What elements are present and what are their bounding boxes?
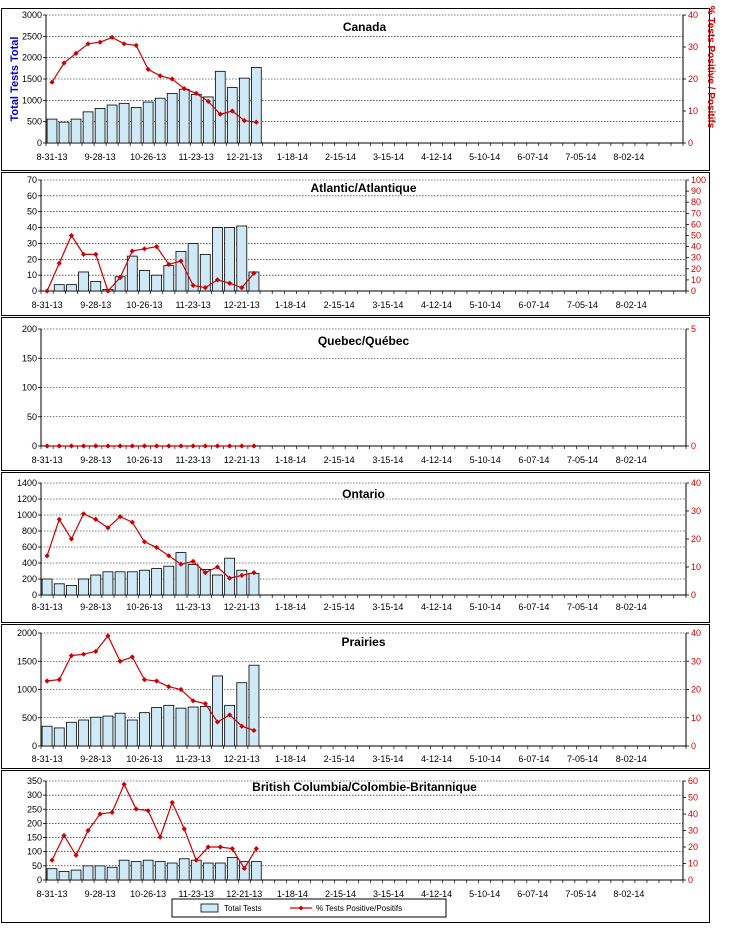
y-tick-label: 100 xyxy=(21,382,37,393)
bar xyxy=(176,251,186,291)
bar xyxy=(251,67,261,143)
y-tick-label: 200 xyxy=(21,324,37,334)
y2-tick-label: 40 xyxy=(691,241,702,252)
bar xyxy=(103,572,113,595)
x-tick-label: 8-31-13 xyxy=(36,889,68,899)
x-tick-label: 4-12-14 xyxy=(421,455,453,465)
y2-tick-label: 60 xyxy=(691,219,702,230)
x-tick-label: 11-23-13 xyxy=(178,889,214,899)
y2-axis-label: % Tests Positive / Positifs xyxy=(705,5,716,129)
x-tick-label: 10-26-13 xyxy=(126,455,163,465)
x-tick-label: 3-15-14 xyxy=(372,455,404,465)
x-tick-label: 11-23-13 xyxy=(175,602,211,612)
bar xyxy=(203,863,213,880)
x-tick-label: 8-02-14 xyxy=(615,455,647,465)
bar xyxy=(47,869,57,880)
bar xyxy=(176,553,186,595)
y2-tick-label: 40 xyxy=(688,10,699,20)
bar xyxy=(54,728,64,746)
x-tick-label: 9-28-13 xyxy=(80,455,112,465)
y2-tick-label: 0 xyxy=(691,741,697,751)
y-tick-label: 0 xyxy=(31,441,37,451)
chart-title: Ontario xyxy=(342,487,385,501)
y-tick-label: 1200 xyxy=(16,494,37,504)
bar xyxy=(103,716,113,746)
x-tick-label: 7-05-14 xyxy=(567,300,599,310)
bar xyxy=(155,862,165,880)
bar xyxy=(83,112,93,143)
y2-tick-label: 10 xyxy=(688,858,699,869)
bar xyxy=(249,573,259,595)
bar xyxy=(251,862,261,880)
bar xyxy=(176,708,186,746)
x-tick-label: 1-18-14 xyxy=(276,152,308,162)
x-tick-label: 1-18-14 xyxy=(274,300,306,310)
bar xyxy=(127,256,137,291)
bar xyxy=(164,705,174,746)
y2-tick-label: 30 xyxy=(691,506,702,516)
bar xyxy=(115,713,125,746)
legend-bar-swatch xyxy=(201,904,218,912)
x-tick-label: 7-05-14 xyxy=(567,602,599,612)
y-tick-label: 200 xyxy=(21,574,37,584)
x-tick-label: 2-15-14 xyxy=(323,602,355,612)
bar xyxy=(91,575,101,595)
chart-title: Prairies xyxy=(341,635,386,649)
x-tick-label: 8-31-13 xyxy=(31,602,63,612)
bar xyxy=(127,720,137,746)
x-tick-label: 7-05-14 xyxy=(565,889,597,899)
y-tick-label: 200 xyxy=(26,818,42,829)
chart-title: Atlantic/Atlantique xyxy=(310,181,417,195)
x-tick-label: 10-26-13 xyxy=(126,602,163,612)
bar xyxy=(139,570,149,595)
y2-tick-label: 0 xyxy=(688,138,694,148)
bar xyxy=(237,683,247,746)
bar xyxy=(127,572,137,595)
bar xyxy=(212,575,222,595)
y2-tick-label: 90 xyxy=(691,186,702,197)
bar xyxy=(66,285,76,291)
bar xyxy=(239,78,249,143)
y-tick-label: 150 xyxy=(26,832,42,843)
bar xyxy=(212,676,222,746)
y-tick-label: 500 xyxy=(21,712,37,723)
x-tick-label: 10-26-13 xyxy=(130,889,167,899)
bar xyxy=(227,857,237,880)
y2-tick-label: 10 xyxy=(691,274,702,285)
bar xyxy=(59,122,69,143)
y2-tick-label: 0 xyxy=(691,590,697,600)
x-tick-label: 1-18-14 xyxy=(274,602,306,612)
bar xyxy=(143,102,153,143)
x-tick-label: 2-15-14 xyxy=(324,889,356,899)
x-tick-label: 9-28-13 xyxy=(80,300,112,310)
x-tick-label: 2-15-14 xyxy=(324,152,356,162)
bar xyxy=(107,867,117,880)
y-tick-label: 0 xyxy=(36,138,42,148)
bar xyxy=(191,94,201,143)
x-tick-label: 6-07-14 xyxy=(518,602,550,612)
y-tick-label: 1000 xyxy=(21,95,42,106)
x-tick-label: 8-31-13 xyxy=(31,455,63,465)
bar xyxy=(119,860,129,880)
x-tick-label: 5-10-14 xyxy=(469,754,501,764)
y-tick-label: 400 xyxy=(21,558,37,568)
bar xyxy=(179,859,189,880)
chart-panel-5 xyxy=(2,625,710,769)
bar xyxy=(167,863,177,880)
bar xyxy=(164,266,174,291)
x-tick-label: 6-07-14 xyxy=(518,455,550,465)
x-tick-label: 9-28-13 xyxy=(84,889,116,899)
bar xyxy=(131,862,141,880)
x-tick-label: 8-02-14 xyxy=(613,889,645,899)
x-tick-label: 10-26-13 xyxy=(126,300,163,310)
y2-tick-label: 20 xyxy=(691,684,702,695)
bar xyxy=(79,579,89,595)
y-tick-label: 250 xyxy=(26,804,42,815)
y-tick-label: 2000 xyxy=(21,52,42,63)
y-tick-label: 50 xyxy=(26,411,37,422)
bar xyxy=(95,866,105,880)
x-tick-label: 8-31-13 xyxy=(31,754,63,764)
bar xyxy=(249,665,259,746)
bar xyxy=(42,726,52,746)
y2-tick-label: 10 xyxy=(691,562,702,572)
y-tick-label: 150 xyxy=(21,353,37,364)
bar xyxy=(131,108,141,143)
x-tick-label: 12-21-13 xyxy=(223,602,260,612)
y2-tick-label: 30 xyxy=(691,656,702,667)
bar xyxy=(215,71,225,143)
x-tick-label: 2-15-14 xyxy=(323,455,355,465)
y-tick-label: 1500 xyxy=(16,656,37,667)
bar xyxy=(188,565,198,595)
y2-tick-label: 40 xyxy=(691,478,702,488)
y-tick-label: 50 xyxy=(31,860,42,871)
bar xyxy=(107,105,117,143)
y-tick-label: 2500 xyxy=(21,31,42,42)
x-tick-label: 9-28-13 xyxy=(80,754,112,764)
bar xyxy=(95,108,105,143)
bar xyxy=(139,713,149,746)
bar xyxy=(47,119,57,143)
x-tick-label: 12-21-13 xyxy=(223,300,260,310)
y2-tick-label: 50 xyxy=(691,230,702,241)
y-tick-label: 300 xyxy=(26,790,42,801)
x-tick-label: 1-18-14 xyxy=(274,455,306,465)
bar xyxy=(54,584,64,595)
x-tick-label: 12-21-13 xyxy=(223,754,260,764)
x-tick-label: 11-23-13 xyxy=(175,455,211,465)
y-tick-label: 0 xyxy=(31,286,37,296)
y2-tick-label: 20 xyxy=(691,534,702,544)
bar xyxy=(119,103,129,143)
y-tick-label: 40 xyxy=(26,222,37,233)
y2-tick-label: 0 xyxy=(688,875,694,885)
chart-title: Quebec/Québec xyxy=(317,334,410,348)
bar xyxy=(188,707,198,746)
y2-tick-label: 30 xyxy=(688,42,699,52)
y2-tick-label: 30 xyxy=(688,825,699,836)
x-tick-label: 1-18-14 xyxy=(276,889,308,899)
bar xyxy=(115,572,125,595)
x-tick-label: 5-10-14 xyxy=(469,300,501,310)
bar xyxy=(152,275,162,291)
x-tick-label: 7-05-14 xyxy=(565,152,597,162)
bar xyxy=(66,585,76,595)
x-tick-label: 4-12-14 xyxy=(421,152,453,162)
bar xyxy=(167,94,177,143)
y2-tick-label: 20 xyxy=(691,263,702,274)
bar xyxy=(152,708,162,746)
bar xyxy=(59,872,69,880)
y2-tick-label: 50 xyxy=(688,792,699,803)
chart-panel-2 xyxy=(2,173,710,316)
y-tick-label: 0 xyxy=(31,741,37,751)
y-tick-label: 0 xyxy=(31,590,37,600)
chart-panel-4 xyxy=(2,473,710,623)
bar xyxy=(54,285,64,291)
x-tick-label: 6-07-14 xyxy=(517,152,549,162)
x-tick-label: 5-10-14 xyxy=(469,602,501,612)
bar xyxy=(143,860,153,880)
x-tick-label: 4-12-14 xyxy=(421,754,453,764)
y2-tick-label: 40 xyxy=(688,809,699,819)
y-tick-label: 70 xyxy=(26,175,37,185)
bar xyxy=(152,569,162,595)
y-tick-label: 30 xyxy=(26,238,37,249)
x-tick-label: 3-15-14 xyxy=(373,889,405,899)
chart-panel-1 xyxy=(2,6,717,171)
x-tick-label: 1-18-14 xyxy=(274,754,306,764)
y-tick-label: 2000 xyxy=(16,628,37,638)
x-tick-label: 7-05-14 xyxy=(567,754,599,764)
bar xyxy=(139,270,149,291)
bar xyxy=(215,863,225,880)
bar xyxy=(91,717,101,746)
x-tick-label: 3-15-14 xyxy=(372,754,404,764)
bar xyxy=(191,860,201,880)
x-tick-label: 8-02-14 xyxy=(615,602,647,612)
y-tick-label: 100 xyxy=(26,846,42,857)
y2-tick-label: 20 xyxy=(688,74,699,84)
y2-tick-label: 0 xyxy=(691,441,697,451)
x-tick-label: 12-21-13 xyxy=(223,455,260,465)
y2-tick-label: 10 xyxy=(688,106,699,116)
bar xyxy=(79,720,89,746)
y-tick-label: 600 xyxy=(21,542,37,552)
y2-tick-label: 10 xyxy=(691,712,702,723)
y-tick-label: 500 xyxy=(26,116,42,127)
x-tick-label: 10-26-13 xyxy=(130,152,167,162)
x-tick-label: 3-15-14 xyxy=(372,602,404,612)
x-tick-label: 11-23-13 xyxy=(175,754,211,764)
bar xyxy=(91,281,101,291)
x-tick-label: 12-21-13 xyxy=(226,889,263,899)
bar xyxy=(71,119,81,143)
bar xyxy=(66,722,76,746)
x-tick-label: 10-26-13 xyxy=(126,754,163,764)
x-tick-label: 9-28-13 xyxy=(84,152,116,162)
bar xyxy=(155,98,165,143)
y2-tick-label: 5 xyxy=(691,324,697,334)
x-tick-label: 6-07-14 xyxy=(518,754,550,764)
bar xyxy=(71,870,81,880)
x-tick-label: 8-02-14 xyxy=(615,754,647,764)
x-tick-label: 8-31-13 xyxy=(31,300,63,310)
x-tick-label: 9-28-13 xyxy=(80,602,112,612)
y-tick-label: 1500 xyxy=(21,74,42,84)
y2-tick-label: 70 xyxy=(691,208,702,219)
y-tick-label: 20 xyxy=(26,254,37,265)
chart-panel-3 xyxy=(2,318,710,471)
x-tick-label: 8-02-14 xyxy=(613,152,645,162)
x-tick-label: 3-15-14 xyxy=(372,300,404,310)
y-tick-label: 350 xyxy=(26,776,42,786)
x-tick-label: 4-12-14 xyxy=(421,300,453,310)
x-tick-label: 12-21-13 xyxy=(226,152,263,162)
y2-tick-label: 80 xyxy=(691,197,702,208)
bar xyxy=(79,272,89,291)
y2-tick-label: 0 xyxy=(691,286,697,296)
bar xyxy=(164,566,174,595)
x-tick-label: 4-12-14 xyxy=(421,602,453,612)
y-tick-label: 800 xyxy=(21,526,37,536)
y-tick-label: 1000 xyxy=(16,684,37,695)
bar xyxy=(227,88,237,143)
x-tick-label: 11-23-13 xyxy=(175,300,211,310)
bar xyxy=(237,226,247,291)
y-tick-label: 10 xyxy=(26,270,37,281)
y2-tick-label: 40 xyxy=(691,628,702,638)
y2-tick-label: 60 xyxy=(688,776,699,786)
y-tick-label: 1400 xyxy=(16,478,37,488)
x-tick-label: 5-10-14 xyxy=(469,455,501,465)
legend-line-label: % Tests Positive/Positifs xyxy=(316,904,403,913)
y-tick-label: 0 xyxy=(36,875,42,885)
y-tick-label: 3000 xyxy=(21,10,42,20)
x-tick-label: 6-07-14 xyxy=(518,300,550,310)
legend-bar-label: Total Tests xyxy=(224,904,262,913)
bar xyxy=(42,579,52,595)
y-tick-label: 60 xyxy=(26,190,37,201)
y2-tick-label: 20 xyxy=(688,842,699,852)
x-tick-label: 2-15-14 xyxy=(323,754,355,764)
bar xyxy=(179,89,189,143)
y2-tick-label: 100 xyxy=(691,175,707,185)
x-tick-label: 7-05-14 xyxy=(567,455,599,465)
chart-title: Canada xyxy=(342,20,387,34)
legend xyxy=(172,899,446,917)
bar xyxy=(200,706,210,746)
y-axis-label: Total Tests Total xyxy=(9,36,21,122)
x-tick-label: 8-02-14 xyxy=(615,300,647,310)
x-tick-label: 5-10-14 xyxy=(469,152,501,162)
y2-tick-label: 30 xyxy=(691,252,702,263)
chart-title: British Columbia/Colombie-Britannique xyxy=(252,780,477,794)
x-tick-label: 2-15-14 xyxy=(323,300,355,310)
x-tick-label: 5-10-14 xyxy=(469,889,501,899)
x-tick-label: 4-12-14 xyxy=(421,889,453,899)
x-tick-label: 8-31-13 xyxy=(36,152,68,162)
x-tick-label: 6-07-14 xyxy=(517,889,549,899)
y-tick-label: 1000 xyxy=(16,510,37,520)
x-tick-label: 11-23-13 xyxy=(178,152,214,162)
x-tick-label: 3-15-14 xyxy=(373,152,405,162)
y-tick-label: 50 xyxy=(26,206,37,217)
bar xyxy=(83,866,93,880)
bar xyxy=(225,705,235,746)
